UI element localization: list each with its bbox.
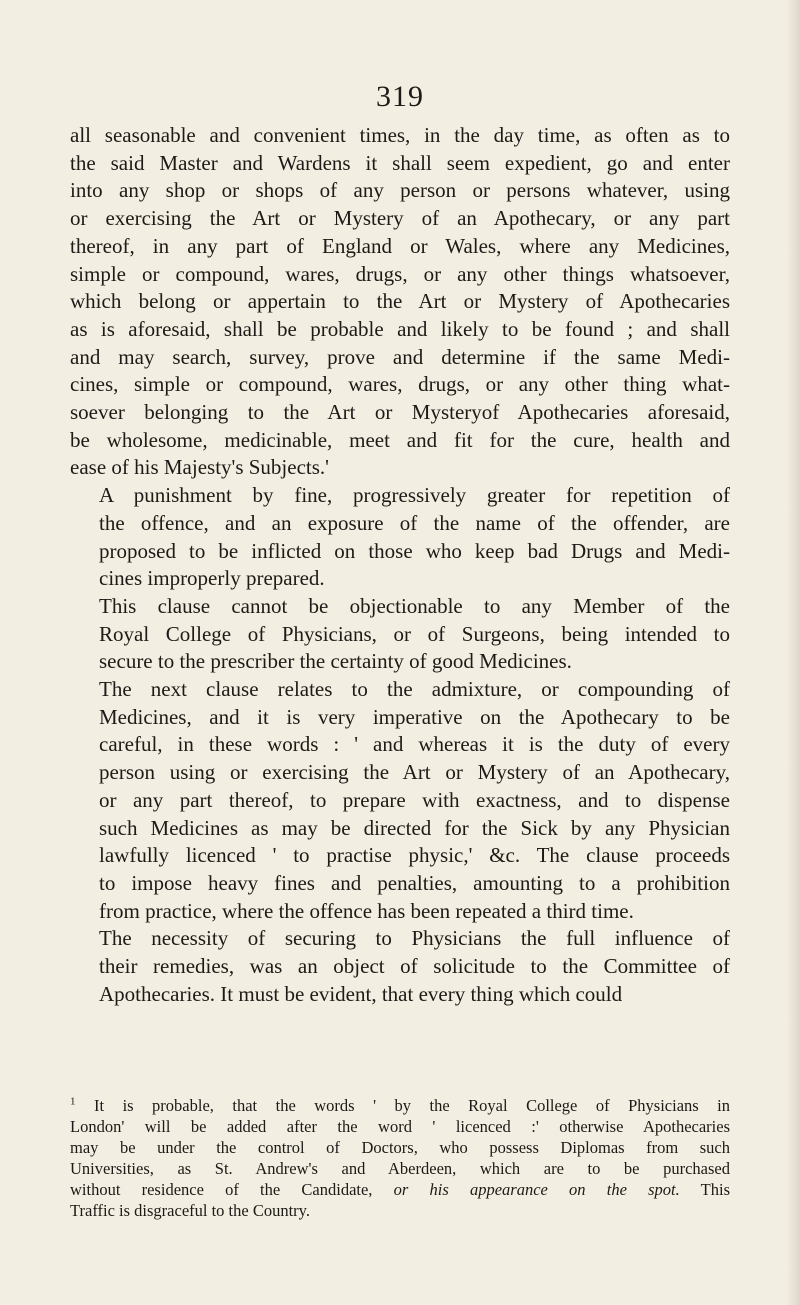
footnote-marker: 1 [70,1095,76,1108]
footnote [70,1096,730,1221]
text-line: ease of his Majesty's Subjects.' [70,455,329,480]
text-line: as is aforesaid, shall be probable and likely to be found ; and shall [70,316,730,341]
text-line: proposed to be inflicted on those who keep bad Drugs and Medi- [99,538,730,563]
text-line: or any part thereof, to prepare with exactness, and to dispense [99,787,730,812]
footnote-text: without residence of the Candidate, [70,1179,373,1199]
footnote-emphasis: or his appearance on the spot. [393,1179,680,1199]
text-line: which belong or appertain to the Art or Mystery of Apothecaries [70,289,730,314]
text-line: and may search, survey, prove and determine if the same Medi- [70,344,730,369]
text-line: their remedies, was an object of solicitude to the Committee of [99,954,730,979]
footnote-line [70,1180,730,1201]
footnote-text: London' will be added after the word ' licenced :' otherwise Apothecaries [70,1116,730,1136]
footnote-line [70,1138,730,1159]
text-line: Royal College of Physicians, or of Surgeons, being intended to [99,621,730,646]
footnote-separator [70,1087,730,1088]
text-line: secure to the prescriber the certainty of good Medicines. [99,649,572,674]
text-line: from practice, where the offence has been repeated a third time. [99,898,634,923]
footnote-line [70,1117,730,1138]
text-line: The next clause relates to the admixture, or compounding of [99,677,730,702]
text-line: to impose heavy fines and penalties, amounting to a prohibition [99,870,730,895]
paragraph [70,925,730,1008]
paragraph [70,482,730,593]
footnote-text: Universities, as St. Andrew's and Aberdeen, which are to be purchased [70,1158,730,1178]
main-text [70,122,730,1009]
text-line: the said Master and Wardens it shall seem expedient, go and enter [70,150,730,175]
page-edge-shadow [786,0,800,1305]
text-line: The necessity of securing to Physicians the full influence of [99,926,730,951]
text-line: such Medicines as may be directed for the Sick by any Physician [99,815,730,840]
paragraph [70,593,730,676]
text-line: Apothecaries. It must be evident, that every thing which could [99,981,623,1006]
footnote-line [70,1159,730,1180]
text-line: or exercising the Art or Mystery of an Apothecary, or any part [70,206,730,231]
page-number: 319 [376,80,424,113]
footnote-text: It is probable, that the words ' by the Royal College of Physicians in [94,1096,731,1115]
text-line: simple or compound, wares, drugs, or any other things whatsoever, [70,261,730,286]
paragraph [70,122,730,482]
text-line: thereof, in any part of England or Wales, where any Medicines, [70,233,730,258]
text-line: all seasonable and convenient times, in the day time, as often as to [70,123,730,147]
text-line: into any shop or shops of any person or persons whatever, using [70,178,730,203]
paragraph [70,676,730,925]
text-line: cines, simple or compound, wares, drugs, or any other thing what- [70,372,730,397]
text-line: Medicines, and it is very imperative on the Apothecary to be [99,704,730,729]
text-line: the offence, and an exposure of the name of the offender, are [99,510,730,535]
footnote-text: may be under the control of Doctors, who possess Diplomas from such [70,1137,730,1157]
footnote-line [70,1096,730,1117]
text-line: person using or exercising the Art or Mystery of an Apothecary, [99,760,730,785]
footnote-text: This [700,1179,730,1199]
footnote-line [70,1201,730,1222]
text-line: soever belonging to the Art or Mysteryof Apothecaries aforesaid, [70,400,730,425]
text-line: cines improperly prepared. [99,566,325,591]
footnote-text: Traffic is disgraceful to the Country. [70,1200,310,1220]
text-line: be wholesome, medicinable, meet and fit for the cure, health and [70,427,730,452]
text-line: careful, in these words : ' and whereas it is the duty of every [99,732,730,757]
text-line: A punishment by fine, progressively greater for repetition of [99,483,730,508]
text-line: lawfully licenced ' to practise physic,' &c. The clause proceeds [99,843,730,868]
text-line: This clause cannot be objectionable to any Member of the [99,593,730,618]
